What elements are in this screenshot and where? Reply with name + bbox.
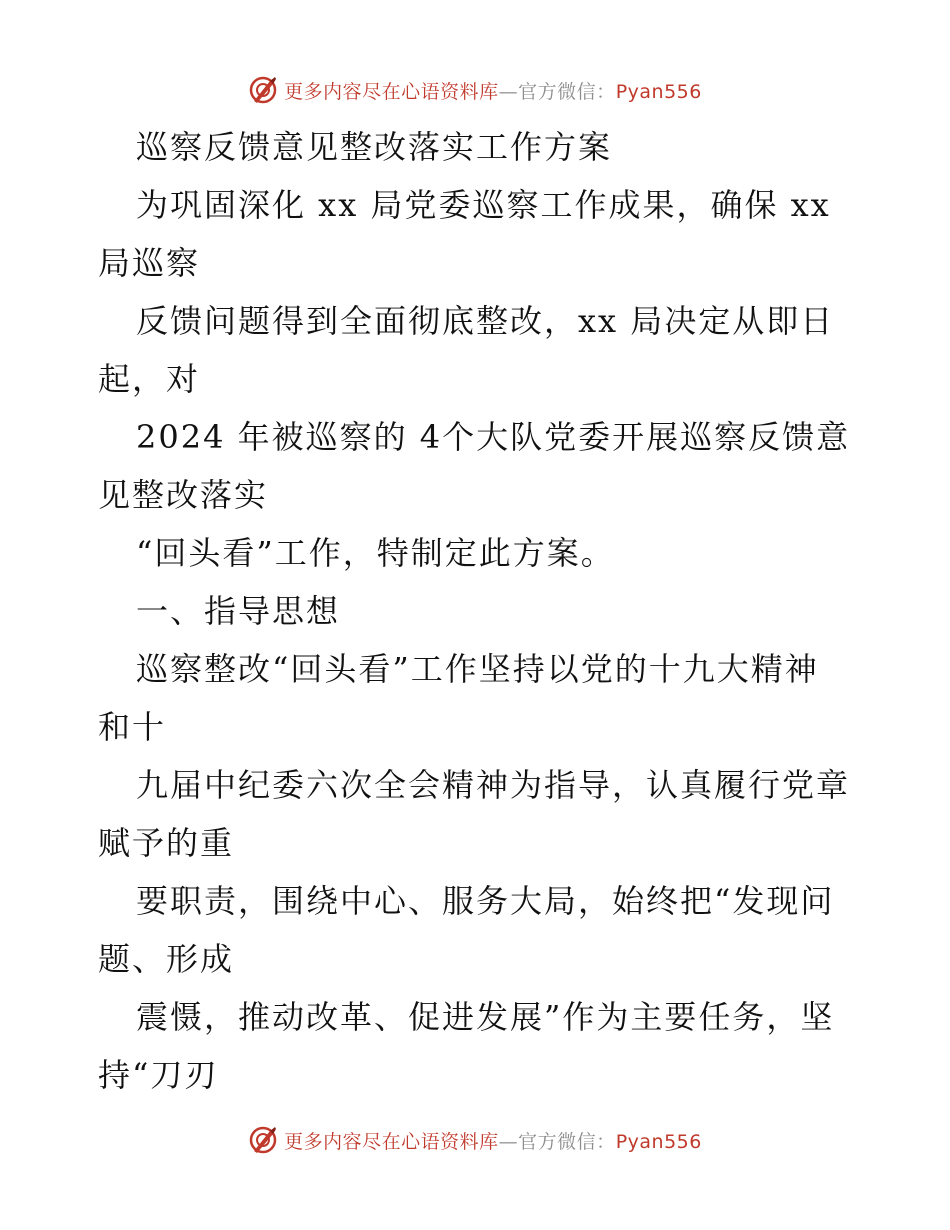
banner-wechat-id: Pyan556 [615,80,702,103]
text-line: 2024 年被巡察的 4个大队党委开展巡察反馈意 [136,418,851,456]
text-line: 题、形成 [98,940,235,978]
text-line: 要职责，围绕中心、服务大局，始终把“发现问 [136,882,835,920]
banner-main-text: 更多内容尽在心语资料库 [284,80,499,103]
quill-logo-icon [248,75,278,105]
header-watermark-text [284,77,702,104]
text-line: 震慑，推动改革、促进发展”作为主要任务，坚 [136,998,835,1036]
quill-logo-icon [248,1125,278,1155]
text-line: 反馈问题得到全面彻底整改，xx 局决定从即日 [136,302,835,340]
banner-official-label: 官方微信： [518,80,616,103]
text-line: 九届中纪委六次全会精神为指导，认真履行党章 [136,766,851,804]
banner-dash: — [498,80,519,103]
document-title: 巡察反馈意见整改落实工作方案 [136,128,613,166]
text-line: “回头看”工作，特制定此方案。 [136,534,615,572]
text-line: 起，对 [98,360,201,398]
text-line: 为巩固深化 xx 局党委巡察工作成果，确保 xx [136,186,831,224]
banner-official-label: 官方微信： [518,1130,616,1153]
banner-dash: — [498,1130,519,1153]
text-line: 局巡察 [98,244,201,282]
text-line: 巡察整改“回头看”工作坚持以党的十九大精神 [136,650,819,688]
section-heading: 一、指导思想 [136,592,341,630]
banner-wechat-id: Pyan556 [615,1130,702,1153]
footer-watermark-banner [0,1120,950,1160]
header-watermark-banner [0,70,950,110]
text-line: 见整改落实 [98,476,269,514]
document-body [98,118,858,1104]
text-line: 和十 [98,708,167,746]
text-line: 赋予的重 [98,824,235,862]
footer-watermark-text [284,1127,702,1154]
banner-main-text: 更多内容尽在心语资料库 [284,1130,499,1153]
text-line: 持“刀刃 [98,1056,219,1094]
